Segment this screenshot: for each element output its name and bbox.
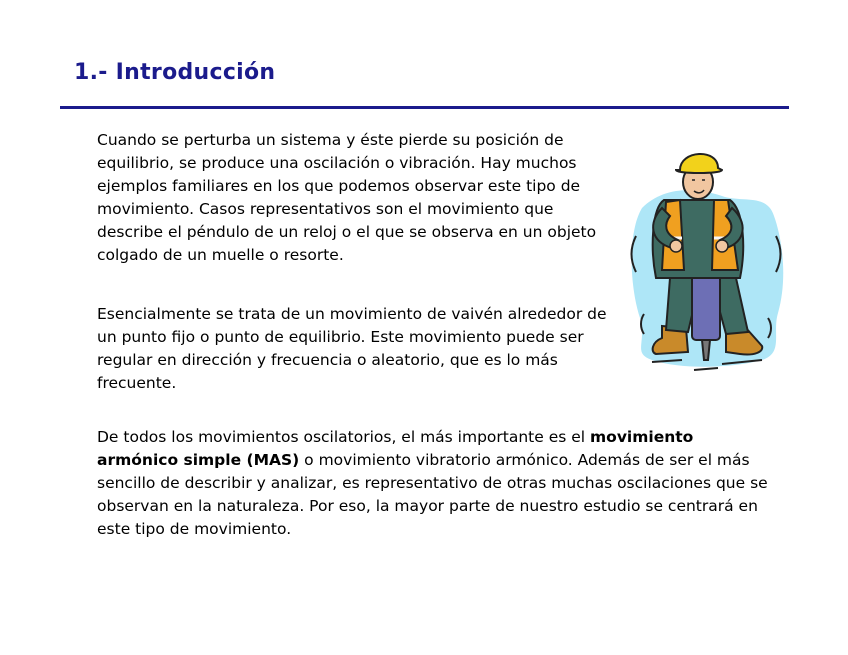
title-divider xyxy=(60,106,789,109)
worker-jackhammer-icon xyxy=(622,138,790,376)
slide-title: 1.- Introducción xyxy=(74,60,276,85)
intro-paragraph-1: Cuando se perturba un sistema y éste pierde su posición de equilibrio, se produce una oscilación o vibración. Hay muchos ejemplos familiares en los que podemos observar este tipo de movimiento. Casos representativos son el movimiento que describe el péndulo de un reloj o el que se observa en un objeto colgado de un muelle o resorte. xyxy=(97,131,597,264)
intro-paragraph-2: Esencialmente se trata de un movimiento de vaivén alrededor de un punto fijo o punto de equilibrio. Este movimiento puede ser regular en dirección y frecuencia o aleatorio, que es lo más frecuente. xyxy=(97,305,607,392)
paragraph-3-tail: o movimiento vibratorio armónico. Además de ser el más sencillo de describir y analizar, es representativo de otras muchas oscilaciones que se observan en la naturaleza. Por eso, la mayor parte de nuestro estudio se centrará en este tipo de movimiento. xyxy=(97,451,768,538)
intro-paragraph-3 xyxy=(97,426,777,541)
jackhammer-bit xyxy=(702,340,710,360)
paragraph-3-lead: De todos los movimientos oscilatorios, el más importante es el xyxy=(97,428,591,446)
hard-hat xyxy=(676,154,722,173)
mas-highlight: movimiento armónico simple (MAS) xyxy=(97,428,694,469)
